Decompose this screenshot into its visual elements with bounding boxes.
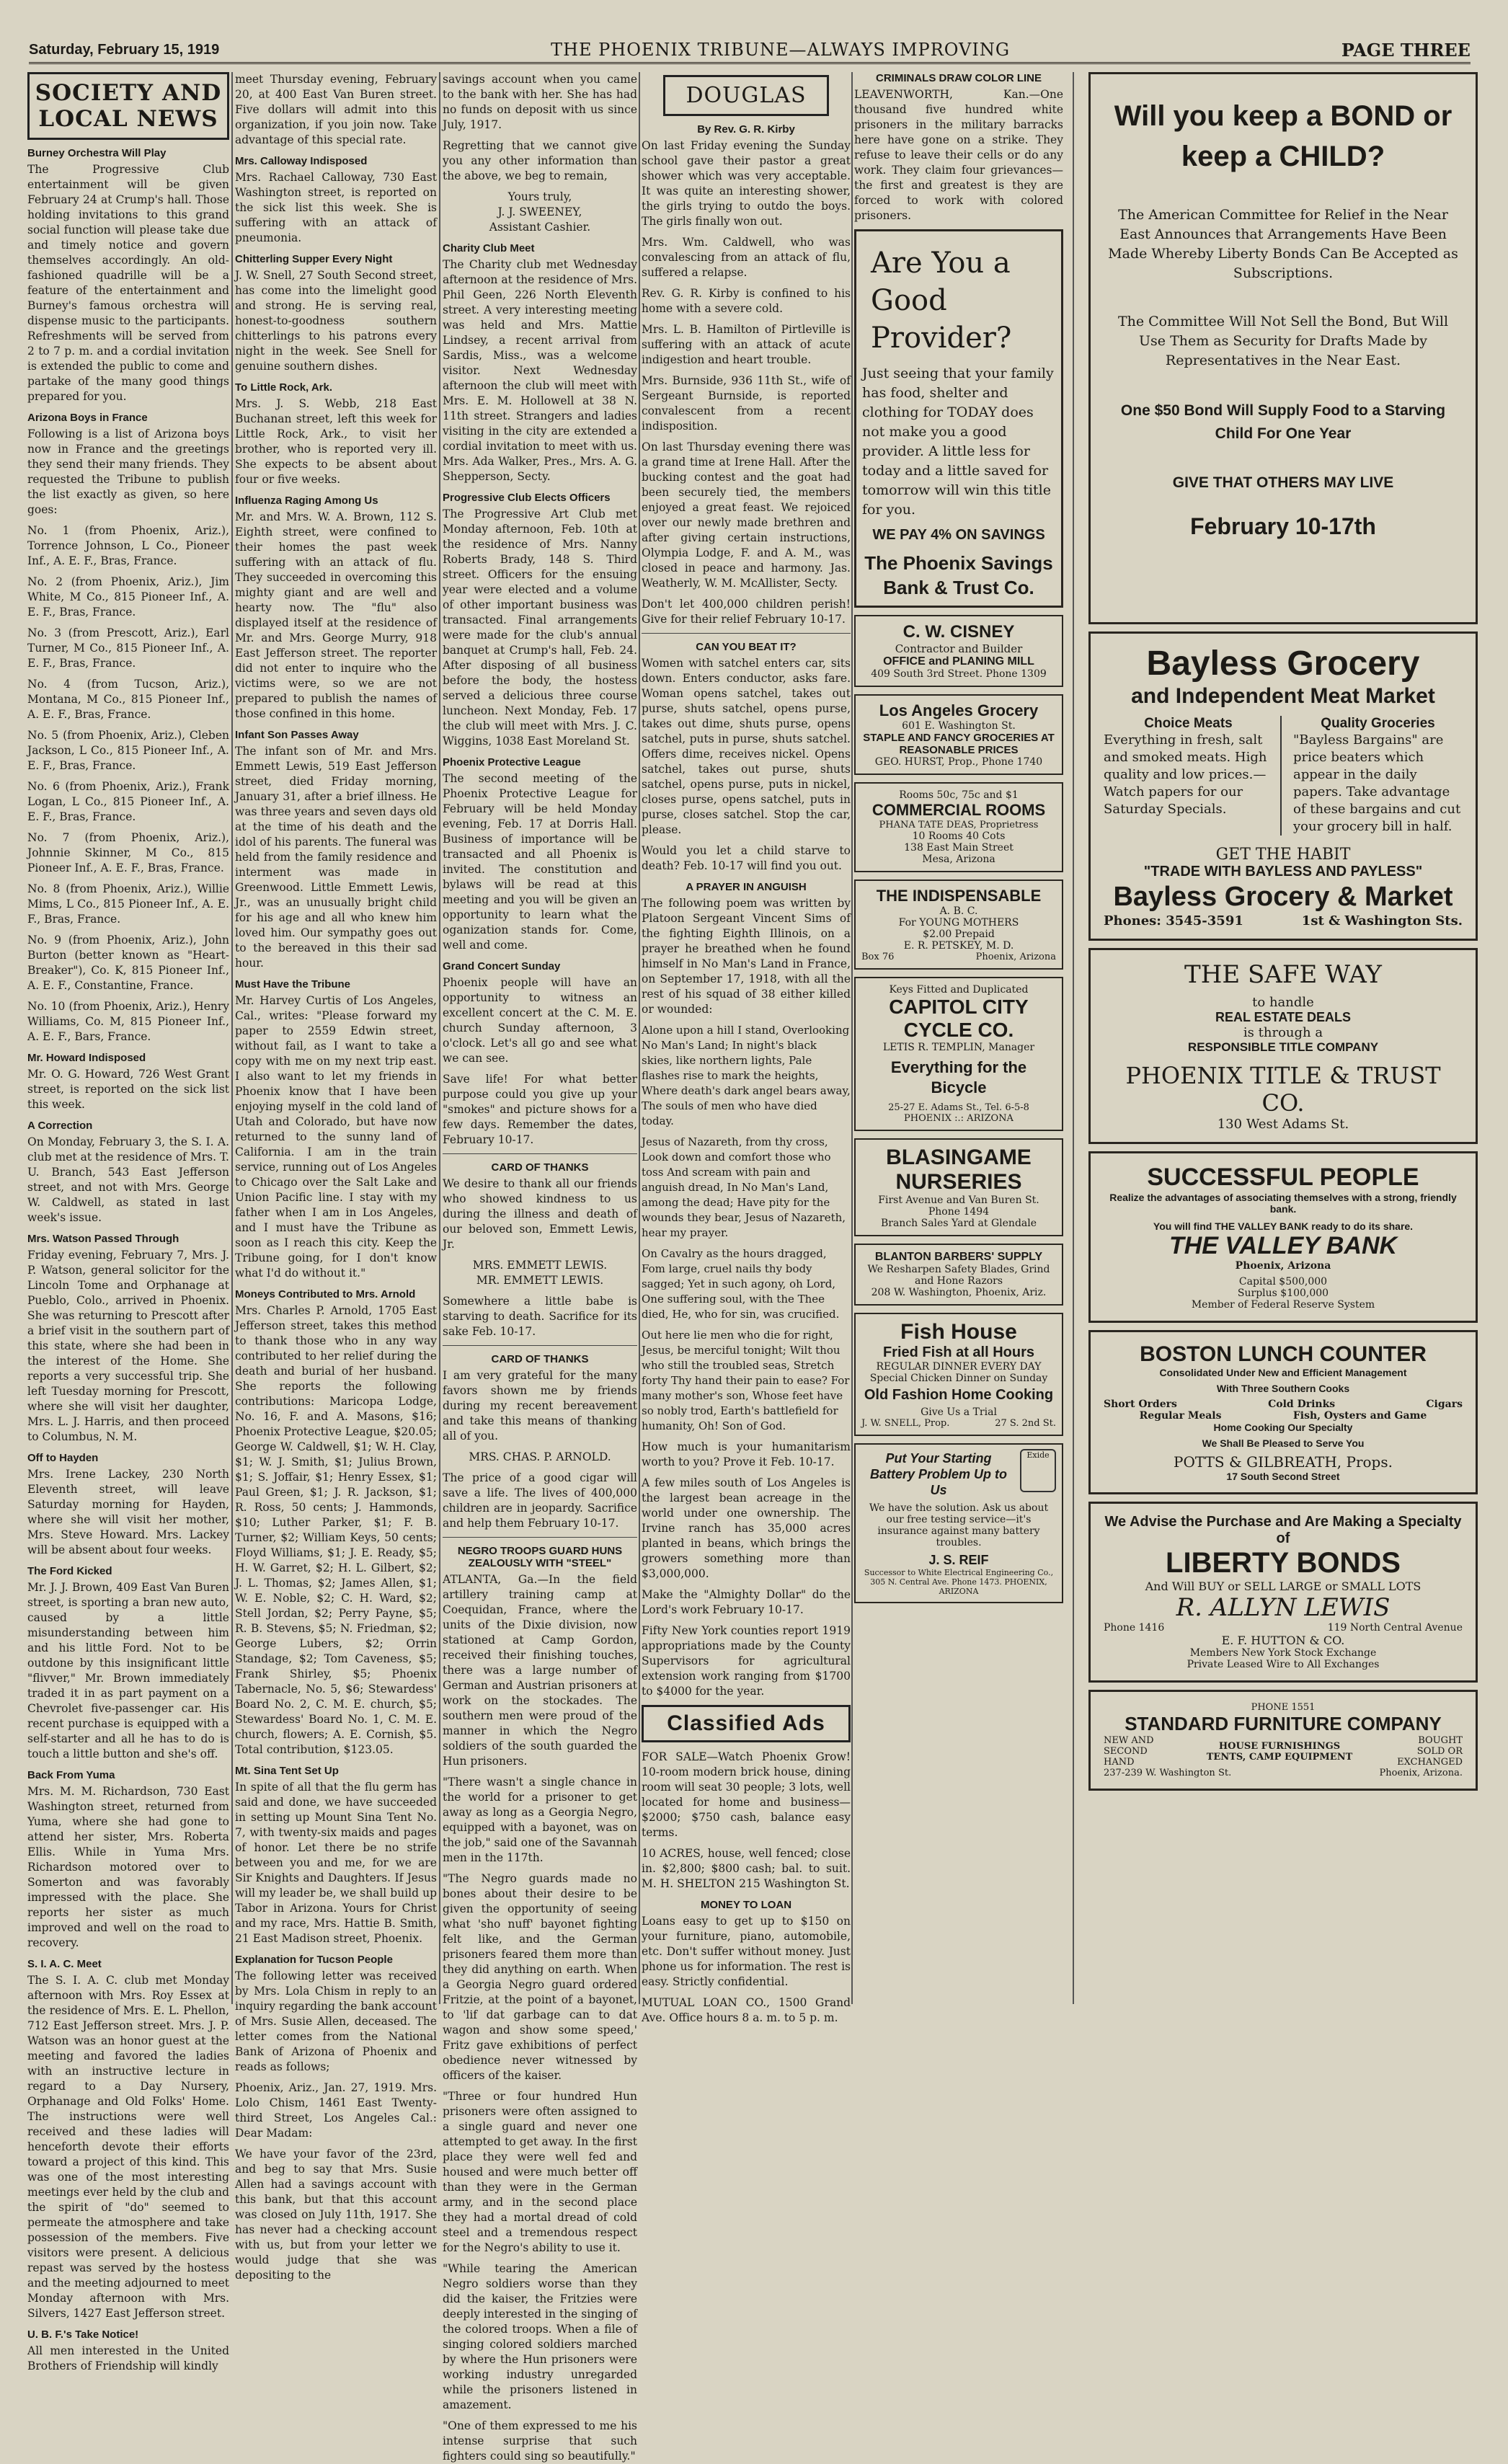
ad-text: 130 West Adams St. — [1217, 1117, 1349, 1132]
article-text: Phoenix, Ariz., Jan. 27, 1919. Mrs. Lolo Chism, 1461 East Twenty-third Street, Los Angeles Cal.: Dear Madam: — [235, 2081, 437, 2140]
headline: Mr. Howard Indisposed — [27, 1052, 146, 1064]
ad-text: GEO. HURST, Prop., Phone 1740 — [874, 756, 1043, 768]
article-text: Save life! For what better purpose could you give up your "smokes" and picture shows for a few days. Remember the dates, February 10-17. — [443, 1073, 637, 1146]
ad-text: REGULAR DINNER EVERY DAY — [876, 1361, 1042, 1373]
classified-ad: FOR SALE—Watch Phoenix Grow! 10-room modern brick house, dining room will seat 30 people; 3 lots, well located for home and business—$2000; $750 cash, balance easy terms. — [642, 1750, 851, 1839]
ad-headline: LIBERTY BONDS — [1166, 1547, 1401, 1579]
divider — [443, 1153, 637, 1154]
headline: The Ford Kicked — [27, 1565, 112, 1577]
ad-text: Fish, Oysters and Game — [1292, 1410, 1427, 1422]
ad-text: Everything in fresh, salt and smoked meats. High quality and low prices.—Watch papers for our Saturday Specials. — [1104, 732, 1267, 817]
article-text: Mrs. M. M. Richardson, 730 East Washington street, returned from Yuma, where she had gone to attend her sister, Mrs. Roberta Ellis. While in Yuma Mrs. Richardson motored over to Somerton and was favorably impressed with the place. She reports her sister as much improved and well on the road to recovery. — [27, 1785, 229, 1949]
ad-text: Private Leased Wire to All Exchanges — [1187, 1659, 1380, 1670]
headline: Off to Hayden — [27, 1452, 99, 1464]
headline: Influenza Raging Among Us — [235, 495, 378, 507]
article-text: We have your favor of the 23rd, and beg to say that Mrs. Susie Allen had a savings account with this bank, but that this account was closed on July 11th, 1917. She has never had a checking account with us, but from your letter we would judge that she was depositing to the — [235, 2148, 437, 2282]
article-text: Mrs. Rachael Calloway, 730 East Washington street, is reported on the sick list this week. She is suffering with an attack of pneumonia. — [235, 171, 437, 244]
ad-text: RESPONSIBLE TITLE COMPANY — [1187, 1040, 1379, 1054]
article-text: Make the "Almighty Dollar" do the Lord's work February 10-17. — [642, 1588, 851, 1616]
ad-text: We Advise the Purchase and Are Making a Specialty of — [1104, 1514, 1462, 1546]
divider — [642, 633, 851, 634]
article-text: Fifty New York counties report 1919 appropriations made by the County Supervisors for agricultural extension work ranging from $1700 to $4000 for the year. — [642, 1624, 851, 1698]
ad-headline: BOSTON LUNCH COUNTER — [1140, 1342, 1427, 1366]
headline: Progressive Club Elects Officers — [443, 492, 611, 504]
ad-text: 138 East Main Street — [904, 842, 1014, 854]
classified-ad: MUTUAL LOAN CO., 1500 Grand Ave. Office hours 8 a. m. to 5 p. m. — [642, 1996, 851, 2024]
article-text: The Progressive Club entertainment will be given February 24 at Crump's hall. Those holding invitations to this grand social function will please take due and timely notice and govern themselves accordingly. An old-fashioned quadrille will be a feature of the entertainment and Burney's famous orchestra will dispense music to the participants. Refreshments will be served from 2 to 7 p. m. and a cordial invitation is extended the public to come and partake of the many good things prepared for you. — [27, 163, 229, 403]
ad-headline: THE INDISPENSABLE — [876, 887, 1042, 905]
cisney-ad — [854, 615, 1063, 687]
section-banner: SOCIETY AND LOCAL NEWS — [27, 72, 229, 140]
article-text: "While tearing the American Negro soldiers worse than they did the kaiser, the Fritzies were deeply interested in the singing of the colored troops. When a file of singing colored soldiers marched by where the Hun prisoners were working industry unregarded while the prisoners listened in amazement. — [443, 2262, 637, 2411]
headline: CARD OF THANKS — [491, 1161, 589, 1174]
ad-text: Keys Fitted and Duplicated — [889, 984, 1029, 996]
blanton-barbers-ad — [854, 1244, 1063, 1306]
article-text: Mrs. L. B. Hamilton of Pirtleville is suffering with an attack of acute indigestion and heart trouble. — [642, 323, 851, 366]
ad-text: Mesa, Arizona — [922, 854, 995, 865]
ad-text: We Resharpen Safety Blades, Grind and Hone Razors — [867, 1264, 1050, 1287]
article-text: "The Negro guards made no bones about their desire to be given the opportunity of seeing what 'sho nuff' bayonet fighting felt like, and the German prisoners feared them more than they did anything on earth. When a Georgia Negro guard ordered Fritzie, at the point of a bayonet, to 'lif dat garbage can to dat wagon and show some speed,' Fritz gave exhibitions of perfect obedience never witnessed by officers of the kaiser. — [443, 1872, 637, 2082]
ad-text: GIVE THAT OTHERS MAY LIVE — [1172, 474, 1394, 491]
list-item: No. 5 (from Phoenix, Ariz.), Cleben Jackson, L Co., 815 Pioneer Inf., A. E. F., Bras, France. — [27, 729, 229, 772]
ad-text: "Bayless Bargains" are price beaters which appear in the daily papers. Take advantage of these bargains and cut your grocery bill in half. — [1293, 732, 1461, 834]
article-text: On last Friday evening the Sunday school gave their pastor a great shower which was very acceptable. It was quite an interesting shower, the girls trying to outdo the boys. The girls finally won out. — [642, 139, 851, 228]
ad-text: Special Chicken Dinner on Sunday — [869, 1373, 1048, 1384]
ad-text: OFFICE and PLANING MILL — [883, 655, 1034, 668]
article-text: We desire to thank all our friends who showed kindness to us during the illness and death of our beloved son, Emmett Lewis, Jr. — [443, 1177, 637, 1251]
ad-text: THE VALLEY BANK — [1168, 1232, 1398, 1259]
headline: Chitterling Supper Every Night — [235, 253, 393, 265]
list-item: No. 9 (from Phoenix, Ariz.), John Burton (better known as "Heart-Breaker"), Co. K, 815 Pioneer Inf., A. E. F., Constantine, France. — [27, 934, 229, 992]
article-text: Following is a list of Arizona boys now in France and the greetings they send their many friends. They requested the Tribune to publish the list exactly as given, so here goes: — [27, 427, 229, 516]
ad-headline: CAPITOL CITY CYCLE CO. — [889, 996, 1029, 1041]
blasingame-nurseries-ad — [854, 1138, 1063, 1236]
ad-text: 25-27 E. Adams St., Tel. 6-5-8 — [888, 1102, 1029, 1113]
column-3 — [443, 72, 637, 2463]
signature-line: MRS. CHAS. P. ARNOLD. — [469, 1450, 611, 1463]
ad-headline: Bayless Grocery — [1146, 644, 1420, 683]
ad-text: We Shall Be Pleased to Serve You — [1202, 1437, 1365, 1449]
ad-text: R. ALLYN LEWIS — [1176, 1593, 1391, 1622]
ad-text: 409 South 3rd Street. Phone 1309 — [871, 668, 1047, 680]
headline: Must Have the Tribune — [235, 978, 351, 991]
article-text: Mr. J. J. Brown, 409 East Van Buren street, is sporting a bran new auto, caused by a little misunderstanding between him and his little Ford. Not to be outdone by this insignificant little "flivver," Mr. Brown immediately traded it in as part payment on a Chevrolet five-passenger car. His recent purchase is equipped with a self-starter and all he has to do is touch a little button and she's off. — [27, 1581, 229, 1760]
ad-text: You will find THE VALLEY BANK ready to do its share. — [1153, 1220, 1414, 1232]
ad-text: E. F. HUTTON & CO. — [1221, 1634, 1345, 1647]
article-text: Friday evening, February 7, Mrs. J. P. Watson, general solicitor for the Lincoln Tome and Orphanage at Pueblo, Colo., arrived in Phoenix. She was returning to Prescott after a brief visit in the southern part of this state, where she had been in the interest of the Home. She reports a very successful trip. She left Tuesday morning for Prescott, where she will visit her daughter, Mrs. L. J. Harris, and then proceed to Columbus, N. M. — [27, 1249, 229, 1443]
column-rule — [439, 72, 440, 2004]
ad-text: 601 E. Washington St. — [902, 720, 1016, 732]
article-text: Mr. Harvey Curtis of Los Angeles, Cal., writes: "Please forward my paper to 2559 Edwin street, without fail, as I want to take a copy with me on my next trip east. I also want to let my friends in Phoenix know that I have been enjoying myself in the cold land of Utah and Colorado, but have now returned to the sunny land of California. I am in the train service, running out of Los Angeles to Chicago over the Salt Lake and Union Pacific line. I stay with my father when I am in Los Angeles, and I must have the Tribune as soon as I reach this city. Keep the Tribune going, for I don't know what I'd do without it." — [235, 994, 437, 1280]
headline: To Little Rock, Ark. — [235, 381, 333, 394]
ad-text: PHOENIX TITLE & TRUST CO. — [1125, 1062, 1441, 1117]
ad-headline: Los Angeles Grocery — [879, 701, 1039, 719]
headline: Mrs. Calloway Indisposed — [235, 155, 368, 167]
headline: A PRAYER IN ANGUISH — [686, 881, 807, 893]
ad-text: Branch Sales Yard at Glendale — [880, 1218, 1037, 1229]
ad-text: Cigars — [1426, 1399, 1463, 1410]
ad-text: Rooms 50c, 75c and $1 — [899, 789, 1019, 801]
ad-text: HOUSE FURNISHINGS — [1218, 1740, 1341, 1752]
ad-text: PHONE 1551 — [1251, 1702, 1316, 1713]
ad-text: WE PAY 4% ON SAVINGS — [872, 527, 1045, 543]
list-item: No. 7 (from Phoenix, Ariz.), Johnnie Skinner, M Co., 815 Pioneer Inf., A. E. F., Bras, France. — [27, 831, 229, 874]
article-text: LEAVENWORTH, Kan.—One thousand five hundred white prisoners in the military barracks here have gone on a strike. They refuse to leave their cells or do any work. They claim four grievances—the first and greatest is they are forced to work with colored prisoners. — [854, 88, 1063, 222]
column-6 — [1088, 72, 1478, 2004]
ad-text: J. W. SNELL, Prop. — [861, 1418, 950, 1429]
ad-text: Home Cooking Our Specialty — [1213, 1422, 1353, 1433]
ad-headline: Will you keep a BOND or keep a CHILD? — [1114, 100, 1452, 172]
ad-headline: BLANTON BARBERS' SUPPLY — [874, 1251, 1043, 1263]
article-text: I am very grateful for the many favors shown me by friends during my recent bereavement and take this means of thanking all of you. — [443, 1369, 637, 1442]
article-text: The following letter was received by Mrs. Lola Chism in reply to an inquiry regarding the bank account of Mrs. Susie Allen, deceased. The letter comes from the National Bank of Arizona of Phoenix and reads as follows; — [235, 1969, 437, 2073]
ad-text: Member of Federal Reserve System — [1191, 1299, 1375, 1311]
ad-text: 1st & Washington Sts. — [1301, 913, 1463, 929]
ad-text: E. R. PETSKEY, M. D. — [903, 940, 1014, 952]
article-text: Don't let 400,000 children perish! Give for their relief February 10-17. — [642, 598, 851, 626]
list-item: No. 10 (from Phoenix, Ariz.), Henry Williams, Co. M, 815 Pioneer Inf., A. E. F., Bars, France. — [27, 1000, 229, 1043]
ad-text: Just seeing that your family has food, shelter and clothing for TODAY does not make you a good provider. A little less for today and a little saved for tomorrow will win this title for you. — [862, 365, 1054, 518]
ad-text: Short Orders — [1104, 1399, 1177, 1410]
ad-text: Realize the advantages of associating themselves with a strong, friendly bank. — [1109, 1192, 1457, 1215]
ad-text: First Avenue and Van Buren St. — [878, 1195, 1039, 1206]
ad-text: 119 North Central Avenue — [1327, 1622, 1463, 1634]
article-text: Mr. and Mrs. W. A. Brown, 112 S. Eighth street, were confined to their homes the past week suffering with an attack of flu. They succeeded in overcoming this mighty giant and are well and hearty now. The "flu" also displayed itself at the residence of Mr. and Mrs. George Murry, 918 East Jefferson street. The reporter did not enter to inquire who the victims were, so we are not prepared to publish the names of those confined in this home. — [235, 510, 437, 720]
article-text: The second meeting of the Phoenix Protective League for February will be held Monday evening, Feb. 17 at Dorris Hall. Business of importance will be transacted and all Phoenix is invited. The constitution and bylaws will be read at this meeting and you will be given an opportunity to learn what the oganization stands for. Come, well and come. — [443, 772, 637, 952]
article-text: Mrs. Irene Lackey, 230 North Eleventh street, will leave Saturday morning for Hayden, where she will visit her mother, Mrs. Steve Howard. Mrs. Lackey will be absent about four weeks. — [27, 1468, 229, 1556]
article-text: Women with satchel enters car, sits down. Enters conductor, asks fare. Woman opens satchel, takes out purse, shuts satchel, opens purse, takes out dime, shuts purse, opens satchel, puts in purse, shuts satchel. Offers dime, receives nickel. Opens satchel, takes out purse, shuts satchel, opens purse, puts in nickel, closes purse, opens satchel, puts in purse, closes satchel. Stop the car, please. — [642, 657, 851, 836]
ad-headline: COMMERCIAL ROOMS — [871, 801, 1046, 819]
headline: Arizona Boys in France — [27, 412, 148, 424]
page-number: PAGE THREE — [1341, 39, 1471, 61]
article-text: "One of them expressed to me his intense surprise that such fighters could sing so beautifully." — [443, 2419, 637, 2463]
signature-line: Yours truly, — [507, 190, 572, 203]
article-text: Phoenix people will have an opportunity to witness an excellent concert at the C. M. E. church Sunday afternoon, 3 o'clock. Let's all go and see what we can see. — [443, 976, 637, 1065]
ad-text: "TRADE WITH BAYLESS AND PAYLESS" — [1143, 864, 1423, 879]
article-text: The S. I. A. C. club met Monday afternoon with Mrs. Roy Essex at the residence of Mrs. E. L. Phellon, 712 East Jefferson street. Mrs. J. P. Watson was an honor guest at the meeting and favored the ladies with an instructive lecture in regard to a Day Nursery, Orphanage and Old Folks' Home. The instructions were well received and these ladies will henceforth devote their efforts toward a project of this kind. This was one of the most interesting meetings ever held by the club and the spirit of "do" seemed to permeate the atmosphere and take possession of the members. Five visitors were present. A delicious repast was served by the hostess and the meeting adjourned to meet Monday afternoon with Mrs. Silvers, 1427 East Jefferson street. — [27, 1974, 229, 2320]
headline: Infant Son Passes Away — [235, 729, 359, 741]
ad-text: Box 76 — [861, 952, 895, 962]
headline: U. B. F.'s Take Notice! — [27, 2328, 139, 2341]
list-item: No. 3 (from Prescott, Ariz.), Earl Turner, M Co., 815 Pioneer Inf., A. E. F., Bras, France. — [27, 626, 229, 670]
column-rule — [639, 72, 640, 2004]
headline: Mt. Sina Tent Set Up — [235, 1765, 339, 1777]
ad-text: Successor to White Electrical Engineering Co., 305 N. Central Ave. Phone 1473. PHOENIX, ARIZONA — [864, 1568, 1054, 1596]
ad-text: is through a — [1243, 1025, 1323, 1040]
headline: CARD OF THANKS — [491, 1353, 589, 1365]
headline: Burney Orchestra Will Play — [27, 147, 167, 159]
headline: Explanation for Tucson People — [235, 1954, 393, 1966]
fish-house-ad — [854, 1313, 1063, 1436]
los-angeles-grocery-ad — [854, 694, 1063, 775]
byline: By Rev. G. R. Kirby — [697, 123, 795, 136]
classified-heading: Classified Ads — [642, 1705, 851, 1742]
ad-text: POTTS & GILBREATH, Props. — [1174, 1453, 1393, 1471]
phoenix-title-ad — [1088, 948, 1478, 1144]
column-rule — [231, 72, 233, 2004]
ad-text: Members New York Stock Exchange — [1189, 1647, 1377, 1659]
ad-text: Surplus $100,000 — [1237, 1288, 1329, 1299]
article-text: The following poem was written by Platoon Sergeant Vincent Sims of the fighting Eighth Illinois, on a prayer he breathed when he found himself in No Man's Land in France, on September 17, 1918, with all the rest of his squad of 38 either killed or wounded: — [642, 897, 851, 1016]
headline: CRIMINALS DRAW COLOR LINE — [876, 72, 1042, 84]
article-text: Mr. O. G. Howard, 726 West Grant street, is reported on the sick list this week. — [27, 1068, 229, 1111]
poem-stanza: Alone upon a hill I stand, Overlooking No Man's Land; In night's black skies, like northern lights, Pale flashes rise to mark the heights, Where death's dark angel bears away, The souls of men who have died today. — [642, 1024, 851, 1127]
ad-text: And Will BUY or SELL LARGE or SMALL LOTS — [1145, 1579, 1421, 1593]
list-item: No. 8 (from Phoenix, Ariz.), Willie Mims, L Co., 815 Pioneer Inf., A. E. F., Bras, France. — [27, 882, 229, 926]
ad-text: 208 W. Washington, Phoenix, Ariz. — [871, 1287, 1047, 1298]
signature-line: Assistant Cashier. — [489, 221, 591, 234]
paper-title: THE PHOENIX TRIBUNE—ALWAYS IMPROVING — [551, 40, 1010, 60]
column-2 — [235, 72, 437, 2282]
headline: CAN YOU BEAT IT? — [696, 641, 797, 653]
battery-ad — [854, 1443, 1063, 1603]
ad-text: LETIS R. TEMPLIN, Manager — [882, 1042, 1035, 1053]
douglas-heading: DOUGLAS — [663, 75, 829, 116]
liberty-bonds-ad — [1088, 1502, 1478, 1683]
headline: S. I. A. C. Meet — [27, 1958, 102, 1970]
article-text: On Monday, February 3, the S. I. A. club met at the residence of Mrs. T. U. Branch, 543 East Jefferson street, and not with Mrs. George W. Caldwell, as stated in last week's issue. — [27, 1135, 229, 1224]
valley-bank-ad — [1088, 1151, 1478, 1323]
ad-text: PHANA TATE DEAS, Proprietress — [879, 820, 1039, 830]
article-text: Regretting that we cannot give you any other information than the above, we beg to remain, — [443, 139, 637, 182]
list-item: No. 6 (from Phoenix, Ariz.), Frank Logan, L Co., 815 Pioneer Inf., A. E. F., Bras, France. — [27, 780, 229, 823]
divider — [443, 1537, 637, 1538]
column-1 — [27, 72, 229, 2372]
ad-text: Regular Meals — [1139, 1410, 1222, 1422]
signature-line: MRS. EMMETT LEWIS. — [472, 1259, 608, 1272]
headline: Back From Yuma — [27, 1769, 115, 1781]
ad-text: A. B. C. — [939, 905, 978, 917]
ad-headline: THE SAFE WAY — [1184, 960, 1382, 989]
ad-text: Phoenix, Arizona — [1235, 1260, 1331, 1272]
ad-headline: Are You a Good Provider? — [871, 247, 1012, 355]
ad-text: With Three Southern Cooks — [1216, 1383, 1350, 1394]
ad-text: Phone 1416 — [1104, 1622, 1165, 1634]
article-text: All men interested in the United Brothers of Friendship will kindly — [27, 2344, 229, 2372]
ad-text: Quality Groceries — [1321, 716, 1435, 731]
ad-text: 17 South Second Street — [1226, 1471, 1340, 1482]
issue-date: Saturday, February 15, 1919 — [29, 41, 220, 58]
ad-text: 10 Rooms 40 Cots — [912, 830, 1006, 842]
headline: Charity Club Meet — [443, 242, 535, 254]
ad-text: PHOENIX :.: ARIZONA — [904, 1113, 1014, 1124]
ad-text: Fried Fish at all Hours — [882, 1344, 1035, 1360]
article-text: Mrs. J. S. Webb, 218 East Buchanan street, left this week for Little Rock, Ark., to visit her brother, who is reported very ill. She expects to be absent about four or five weeks. — [235, 397, 437, 486]
article-text: Somewhere a little babe is starving to death. Sacrifice for its sake Feb. 10-17. — [443, 1295, 637, 1338]
ad-text: Bayless Grocery & Market — [1113, 882, 1453, 912]
article-text: The infant son of Mr. and Mrs. Emmett Lewis, 519 East Jefferson street, died Friday morning, January 31, after a brief illness. He was three years and seven days old at the time of his death and the idol of his parents. The funeral was held from the family residence and interment was made in Greenwood. Little Emmett Lewis, Jr., was an unusually bright child for his age and all who knew him loved him. Our sympathy goes out to the bereaved in this their sad hour. — [235, 745, 437, 970]
bayless-grocery-ad — [1088, 631, 1478, 941]
headline: Grand Concert Sunday — [443, 960, 561, 972]
article-text: The Progressive Art Club met Monday afternoon, Feb. 10th at the residence of Mrs. Nanny Roberts Brady, 148 S. Third street. Officers for the ensuing year were elected and a volume of other important business was transacted. Final arrangements were made for the club's annual banquet at Crump's hall, Feb. 24. After disposing of all business before the body, the hostess served a delicious three course luncheon. Next Monday, Feb. 17 the club will meet with Mrs. J. C. Wiggins, 1038 East Moreland St. — [443, 508, 637, 748]
headline: NEGRO TROOPS GUARD HUNS ZEALOUSLY WITH "STEEL" — [457, 1545, 623, 1569]
article-text: The price of a good cigar will save a life. The lives of 400,000 children are in jeopardy. Sacrifice and help them February 10-17. — [443, 1471, 637, 1530]
ad-text: TENTS, CAMP EQUIPMENT — [1206, 1751, 1353, 1763]
indispensable-ad — [854, 879, 1063, 970]
ad-text: $2.00 Prepaid — [923, 929, 995, 940]
ad-headline: STANDARD FURNITURE COMPANY — [1125, 1713, 1442, 1734]
article-text: J. W. Snell, 27 South Second street, has come into the limelight good and strong. He is serving real, honest-to-goodness southern chitterlings to his patrons every night in the week. See Snell for genuine southern dishes. — [235, 269, 437, 373]
savings-bank-ad — [854, 229, 1063, 608]
article-text: "Three or four hundred Hun prisoners were often assigned to a single guard and never one attempted to get away. In the first place they were well fed and housed and were much better off than they were in the German army, and in the second place they had a mortal dread of cold steel and a tremendous respect for the Negro's ability to use it. — [443, 2090, 637, 2254]
ad-text: BOUGHT SOLD OR EXCHANGED — [1397, 1735, 1463, 1768]
ad-text: The Committee Will Not Sell the Bond, But Will Use Them as Security for Drafts Made by Representatives in the Near East. — [1117, 314, 1449, 368]
battery-icon — [1020, 1449, 1056, 1492]
list-item: No. 2 (from Phoenix, Ariz.), Jim White, M Co., 815 Pioneer Inf., A. E. F., Bras, France. — [27, 575, 229, 619]
ad-text: Capital $500,000 — [1238, 1276, 1328, 1288]
signature-line: MR. EMMETT LEWIS. — [476, 1274, 604, 1287]
article-text: Mrs. Burnside, 936 11th St., wife of Sergeant Burnside, is reported convalescent from a recent indisposition. — [642, 374, 851, 433]
poem-stanza: On Cavalry as the hours dragged, Fom large, cruel nails thy body sagged; Yet in such agony, oh Lord, One suffering soul, with the Thee died, He, who for sin, was crucified. — [642, 1247, 840, 1321]
ad-text: Phoenix, Arizona — [975, 952, 1056, 962]
ad-headline: C. W. CISNEY — [902, 622, 1015, 642]
article-text: Rev. G. R. Kirby is confined to his home with a severe cold. — [642, 287, 851, 315]
article-text: ATLANTA, Ga.—In the field artillery training camp at Coequidan, France, where the units of the Dixie division, now stationed at Camp Gordon, received their finishing touches, there was a large number of German and Austrian prisoners at work on the stockades. The southern men were proud of the manner in which the Negro soldiers of the south guarded the Hun prisoners. — [443, 1573, 637, 1768]
ad-text: to handle — [1252, 995, 1314, 1010]
standard-furniture-ad — [1088, 1690, 1478, 1791]
ad-text: Contractor and Builder — [895, 642, 1023, 655]
ad-text: Old Fashion Home Cooking — [864, 1387, 1054, 1403]
article-text: In spite of all that the flu germ has said and done, we have succeeded in setting up Mount Sina Tent No. 7, with twenty-six maids and pages of honor. Let there be no strife between you and me, for we are Sir Knights and Daughters. If Jesus will my leader be, we shall build up Tabor in Arizona. Yours for Christ and my race, Mrs. Hattie B. Smith, 21 East Madison street, Phoenix. — [235, 1781, 437, 1945]
ad-text: Cold Drinks — [1268, 1399, 1336, 1410]
ad-text: For YOUNG MOTHERS — [898, 917, 1019, 929]
article-text: How much is your humanitarism worth to you? Prove it Feb. 10-17. — [642, 1440, 851, 1468]
masthead — [29, 37, 1471, 64]
column-5 — [854, 72, 1063, 2004]
article-text: Would you let a child starve to death? Feb. 10-17 will find you out. — [642, 844, 851, 872]
headline: Moneys Contributed to Mrs. Arnold — [235, 1288, 416, 1300]
ad-text: Choice Meats — [1144, 716, 1233, 731]
ad-text: Give Us a Trial — [921, 1406, 997, 1418]
classified-ad: 10 ACRES, house, well fenced; close in. $2,800; $800 cash; bal. to suit. M. H. SHELTON 215 Washington St. — [642, 1847, 851, 1890]
ad-text: We have the solution. Ask us about our free testing service—it's insurance against many battery troubles. — [869, 1502, 1049, 1548]
ad-text: NEW AND SECOND HAND — [1104, 1735, 1154, 1768]
ad-text: Phones: 3545-3591 — [1104, 913, 1243, 929]
ad-text: and Independent Meat Market — [1131, 684, 1435, 708]
ad-text: STAPLE AND FANCY GROCERIES AT REASONABLE PRICES — [863, 732, 1055, 756]
boston-lunch-ad — [1088, 1330, 1478, 1494]
ad-text: Phone 1494 — [928, 1206, 990, 1218]
ad-text: GET THE HABIT — [1215, 846, 1351, 864]
headline: Phoenix Protective League — [443, 756, 581, 768]
article-text: Mrs. Charles P. Arnold, 1705 East Jefferson street, takes this method to thank those who in any way contributed to her relief during the death and burial of her husband. She reports the following contributions: Maricopa Lodge, No. 16, F. and A. Masons, $16; Phoenix Protective League, $20.05; George W. Caldwell, $1; W. H. Clay, $1; W. J. Smith, $1; Julius Brown, $1; S. Joffair, $1; Henry Essex, $1; Paul Green, $1; J. R. Jackson, $1; R. Ross, 50 cents; J. Hammonds, $10; Luther Parker, $1; F. B. Turner, $2; William Keys, 50 cents; Floyd Williams, $1; J. E. Ready, $5; H. W. Garret, $2; H. L. Gilbert, $2; J. L. Thomas, $2; James Allen, $1; W. E. Noble, $2; C. H. Ward, $2; Stell Jordan, $2; Perry Payne, $5; R. B. Stevens, $5; N. Friedman, $2; George Lubers, $2; Orrin Standage, $2; Tom Caveness, $5; Frank Shirley, $5; Phoenix Tabernacle, No. 5, $6; Stewardess' Board No. 2, C. M. E. church, $5; Stewardess' Board No. 1, C. M. E. church, flowers; A. E. Cornish, $5. Total contribution, $123.05. — [235, 1304, 437, 1756]
article-text: meet Thursday evening, February 20, at 400 East Van Buren street. Five dollars will admit into this organization, if you join now. Take advantage of this special rate. — [235, 73, 437, 146]
signature-line: J. J. SWEENEY, — [497, 205, 582, 218]
ad-headline: Fish House — [900, 1320, 1017, 1344]
article-text: Mrs. Wm. Caldwell, who was convalescing from an attack of flu, suffered a relapse. — [642, 236, 851, 279]
ad-headline: Put Your Starting Battery Problem Up to Us — [869, 1451, 1008, 1497]
article-text: savings account when you came to the bank with her. She has had no funds on deposit with us since July, 1917. — [443, 73, 637, 131]
ad-text: February 10-17th — [1190, 513, 1376, 539]
column-rule — [1073, 72, 1074, 2004]
ad-text: 27 S. 2nd St. — [995, 1418, 1056, 1429]
classified-ad: Loans easy to get up to $150 on your furniture, piano, automobile, etc. Don't suffer without money. Just phone us for information. The rest is easy. Strictly confidential. — [642, 1915, 851, 1988]
ad-sponsor: The Phoenix Savings Bank & Trust Co. — [864, 552, 1053, 598]
list-item: No. 1 (from Phoenix, Ariz.), Torrence Johnson, L Co., Pioneer Inf., A. E. F., Bras, France. — [27, 524, 229, 567]
list-item: No. 4 (from Tucson, Ariz.), Montana, M Co., 815 Pioneer Inf., A. E. F., Bras, France. — [27, 678, 229, 721]
ad-text: Consolidated Under New and Efficient Management — [1159, 1367, 1407, 1378]
divider — [443, 1345, 637, 1346]
ad-headline: BLASINGAME NURSERIES — [886, 1145, 1032, 1194]
near-east-relief-ad — [1088, 72, 1478, 624]
ad-text: The American Committee for Relief in the Near East Announces that Arrangements Have Been Made Whereby Liberty Bonds Can Be Accepted as Subscriptions. — [1108, 207, 1458, 281]
article-text: On last Thursday evening there was a grand time at Irene Hall. After the bucking contest and the goat had been securely tied, the members enjoyed a great feast. We rejoiced over our newly made brethren and after giving certain instructions, Olympia Lodge, F. and A. M., was closed in peace and harmony. Jas. Weatherly, W. M. McAllister, Secty. — [642, 440, 851, 590]
poem-stanza: Jesus of Nazareth, from thy cross, Look down and comfort those who toss And scream with pain and anguish dread, In No Man's Land, among the dead; Have pity for the wounds they bear, Jesus of Nazareth, hear my prayer. — [642, 1135, 846, 1239]
ad-sponsor: J. S. REIF — [928, 1553, 989, 1567]
poem-stanza: Out here lie men who die for right, Jesus, be merciful tonight; Wilt thou who still the troubled seas, Stretch forty Thy hand their pain to ease? For many mother's son, Whose feet have so nobly trod, Earth's battlefield for humanity, Oh! Son of God. — [642, 1329, 850, 1432]
ad-text: 237-239 W. Washington St. — [1104, 1768, 1232, 1778]
ad-headline: SUCCESSFUL PEOPLE — [1147, 1164, 1419, 1191]
ad-text: One $50 Bond Will Supply Food to a Starving Child For One Year — [1120, 402, 1446, 442]
column-rule — [851, 72, 853, 2004]
ad-text: Everything for the Bicycle — [890, 1058, 1027, 1096]
headline: MONEY TO LOAN — [700, 1899, 792, 1911]
capitol-cycle-ad — [854, 977, 1063, 1131]
column-4 — [642, 72, 851, 2024]
headline: A Correction — [27, 1120, 93, 1132]
headline: Mrs. Watson Passed Through — [27, 1233, 179, 1245]
ad-text: Phoenix, Arizona. — [1379, 1768, 1463, 1778]
ad-text: REAL ESTATE DEALS — [1215, 1010, 1351, 1024]
article-text: The Charity club met Wednesday afternoon at the residence of Mrs. Phil Geen, 226 North Eleventh street. A very interesting meeting was held and Mrs. Mattie Lindsey, a recent arrival from Sardis, Miss., was a welcome visitor. Next Wednesday afternoon the club will meet with Mrs. E. M. Hollowell at 38 N. 11th street. Strangers and ladies visiting in the city are extended a cordial invitation to meet with us. Mrs. Ada Walker, Pres., Mrs. A. G. Shepperson, Secty. — [443, 258, 637, 483]
article-text: A few miles south of Los Angeles is the largest bean acreage in the world under one ownership. The Irvine ranch has 35,000 acres planted in beans, which brings the growers something more than $3,000,000. — [642, 1476, 851, 1580]
commercial-rooms-ad — [854, 782, 1063, 872]
battery-logo: Exide — [1026, 1450, 1050, 1460]
article-text: "There wasn't a single chance in the world for a prisoner to get away as long as a Georgia Negro, equipped with a bayonet, was on the job," said one of the Savannah men in the 117th. — [443, 1776, 637, 1864]
